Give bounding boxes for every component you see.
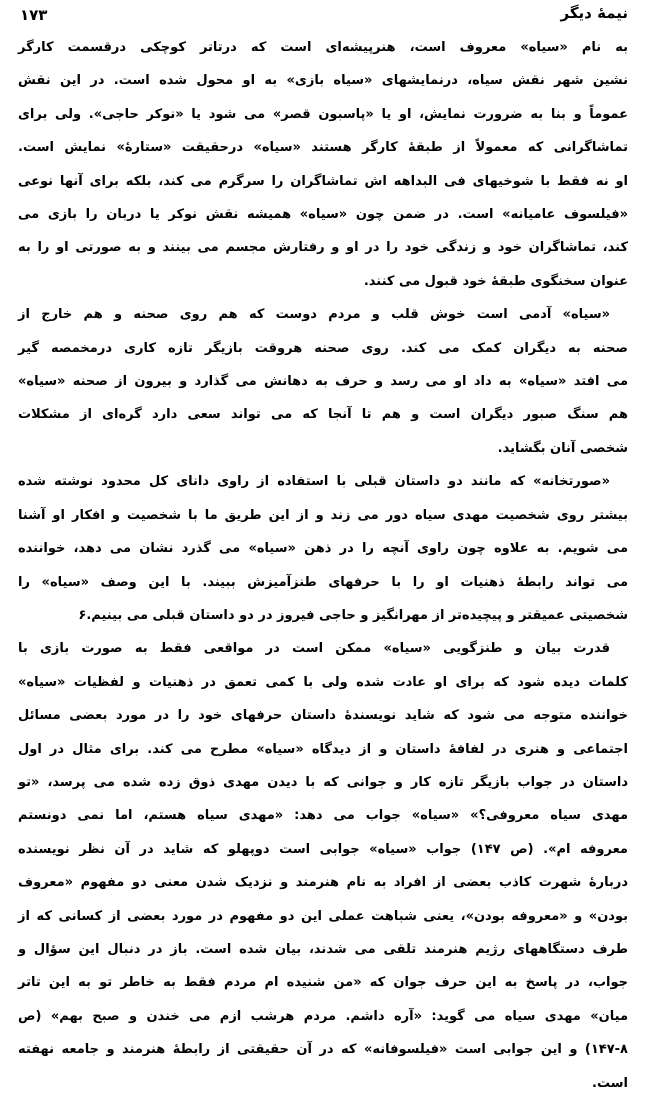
paragraph <box>18 632 628 1100</box>
text-line: صحنه به دیگران کمک می کند. روی صحنه هروقت بازیگر تازه کاری درمخمصه گیر <box>18 340 628 356</box>
text-line: داستان در جواب بازیگر تازه کار و جوانی که با دیدن مهدی ذوق زده شده می پرسد، «تو <box>18 774 628 790</box>
text-line: بیشتر روی شخصیت مهدی سیاه دور می زند و از این طریق ما با شخصیت و افکار او آشنا <box>18 507 628 523</box>
text-line: «سیاه» آدمی است خوش قلب و مردم دوست که هم روی صحنه و هم خارج از <box>18 307 610 323</box>
text-line: است. <box>592 1075 628 1091</box>
text-line: او نه فقط با شوخیهای فی البداهه اش تماشاگران را سرگرم می کند، بلکه برای آنها نوعی <box>18 173 628 189</box>
paragraph <box>18 31 628 298</box>
text-line: شخصیتی عمیقتر و پیچیده‌تر از مهرانگیز و حاجی فیروز در دو داستان قبلی می بینیم.۶ <box>78 607 628 623</box>
page-number: ۱۷۳ <box>20 6 48 24</box>
text-line: مهدی سیاه معروفی؟» «سیاه» جواب می دهد: «مهدی سیاه هستم، اما نمی دونستم <box>18 808 628 824</box>
text-line: جواب، در پاسخ به این حرف جوان که «من شنیده ام مردم فقط به خاطر تو به این تاتر <box>18 975 628 991</box>
text-line: عموماً و بنا به ضرورت نمایش، او یا «پاسبون قصر» می شود یا «نوکر حاجی». ولی برای <box>18 106 628 122</box>
page-header <box>20 4 628 32</box>
text-line: قدرت بیان و طنزگویی «سیاه» ممکن است در مواقعی فقط به صورت بازی با <box>18 641 610 657</box>
text-line: عنوان سخنگوی طبقهٔ خود قبول می کنند. <box>363 273 628 289</box>
paragraph <box>18 298 628 465</box>
text-line: نشین شهر نقش سیاه، درنمایشهای «سیاه بازی» به او محول شده است. در این نقش <box>18 73 628 89</box>
text-line: «فیلسوف عامیانه» است. در ضمن چون «سیاه» همیشه نقش نوکر یا دربان را بازی می <box>18 207 628 223</box>
text-line: شخصی آنان بگشاید. <box>497 440 628 456</box>
text-line: اجتماعی و هنری در لفافهٔ داستان و از دیدگاه «سیاه» مطرح می کند. برای مثال در اول <box>18 741 628 757</box>
text-line: ۱۴۷-۸) و این جوابی است «فیلسوفانه» که در آن حقیقتی از رابطهٔ هنرمند و جامعه نهفته <box>18 1042 628 1058</box>
paragraph <box>18 465 628 632</box>
text-line: طرف دستگاههای رژیم هنرمند تلقی می شدند، بیان شده است. باز در دنبال این سؤال و <box>18 941 628 957</box>
text-line: می تواند رابطهٔ ذهنیات او را با حرفهای طنزآمیزش ببیند. با این وصف «سیاه» را <box>18 574 628 590</box>
text-line: هم سنگ صبور دیگران است و هم تا آنجا که می تواند سعی دارد گره‌ای از مشکلات <box>18 407 628 423</box>
text-line: می افتد «سیاه» به داد او می رسد و حرف به دهانش می گذارد و بیرون از صحنه «سیاه» <box>18 374 628 390</box>
text-line: می شویم. به علاوه چون راوی آنچه را در ذهن «سیاه» می گذرد نشان می دهد، خواننده <box>18 541 628 557</box>
text-line: دربارهٔ شهرت کاذب بعضی از افراد به نام هنرمند و نزدیک شدن معنی دو مفهوم «معروف <box>18 875 628 891</box>
text-line: معروفه ام». (ص ۱۴۷) جواب «سیاه» جوابی است دوپهلو که شاید در آن نظر نویسنده <box>18 841 628 857</box>
page-body <box>18 31 628 1100</box>
text-line: «صورتخانه» که مانند دو داستان قبلی با استفاده از راوی دانای کل محدود نوشته شده <box>18 474 610 490</box>
running-title: نیمهٔ دیگر <box>560 4 628 22</box>
text-line: به نام «سیاه» معروف است، هنرپیشه‌ای است که درتاتر کوچکی درقسمت کارگر <box>18 40 628 55</box>
text-line: بودن» و «معروفه بودن»، یعنی شباهت عملی این دو مفهوم در مورد بعضی از کسانی که از <box>18 908 628 924</box>
text-line: کند، تماشاگران خود و زندگی خود را در او و رفتارش مجسم می بینند و به صورتی او را به <box>18 240 628 256</box>
text-line: خواننده متوجه می شود که شاید نویسندهٔ داستان حرفهای خود را در مورد بعضی مسائل <box>18 708 628 724</box>
text-line: کلمات دیده شود که برای او عادت شده ولی با کمی تعمق در ذهنیات و لفظیات «سیاه» <box>18 674 628 690</box>
text-line: میان» مهدی سیاه می گوید: «آره داشم. مردم هرشب ازم می خندن و صبح بهم» (ص <box>18 1008 628 1024</box>
text-line: تماشاگرانی که معمولاً از طبقهٔ کارگر هستند «سیاه» درحقیقت «ستارهٔ» نمایش است. <box>18 140 628 156</box>
